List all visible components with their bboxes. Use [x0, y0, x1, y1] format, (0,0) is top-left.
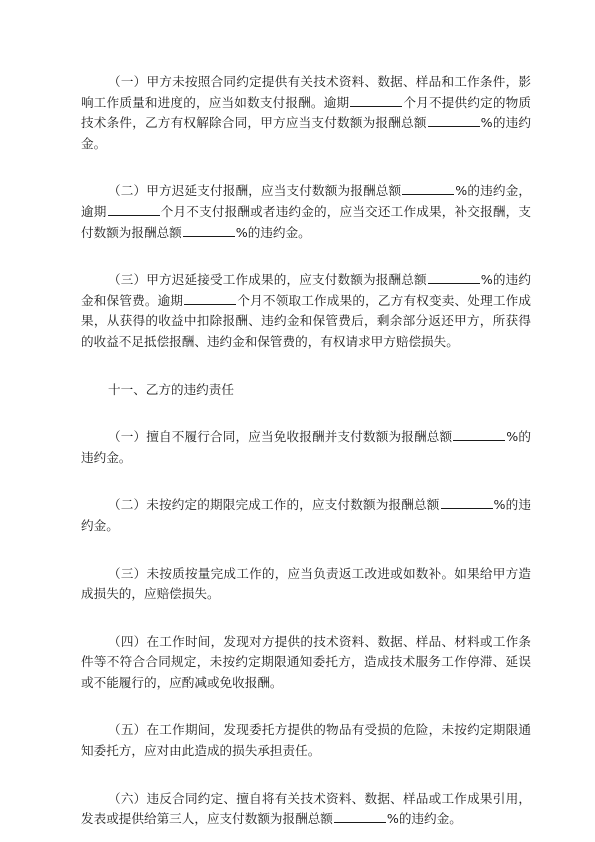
text-segment: （二）未按约定的期限完成工作的，应支付数额为报酬总额: [108, 497, 440, 513]
fill-blank[interactable]: [183, 224, 235, 237]
fill-blank[interactable]: [453, 428, 505, 441]
fill-blank[interactable]: [428, 114, 480, 127]
text-segment: %的违约金。: [235, 224, 311, 240]
text-segment: 个月不领取工作成果的，乙方有权变卖、处理工作成果，从获得的收益中扣除报酬、违约金和保管费后，剩余部分返还甲方，所获得的收益不足抵偿报酬、违约金和保管费的，有权请求甲方赔偿损失。: [81, 292, 532, 349]
text-segment: %的违约金。: [81, 429, 531, 465]
text-segment: 个月不提供约定的物质技术条件，乙方有权解除合同，甲方应当支付数额为报酬总额: [81, 94, 532, 131]
fill-blank[interactable]: [428, 271, 480, 284]
paragraph-party-a-late-payment: [81, 181, 531, 243]
paragraph-party-b-quality: [81, 564, 531, 605]
fill-blank[interactable]: [402, 182, 454, 195]
fill-blank[interactable]: [108, 203, 160, 216]
text-segment: %的违约金，逾期: [81, 183, 532, 219]
paragraph-party-a-materials: [81, 72, 531, 154]
text-segment: （一）擅自不履行合同，应当免收报酬并支付数额为报酬总额: [108, 429, 453, 445]
text-segment: %的违约金。: [386, 811, 462, 827]
paragraph-party-a-late-acceptance: [81, 270, 531, 352]
heading-text: 十一、乙方的违约责任: [108, 381, 234, 397]
text-segment: （三）甲方迟延接受工作成果的，应支付数额为报酬总额: [108, 272, 427, 288]
text-segment: （五）在工作期间，发现委托方提供的物品有受损的危险，未按约定期限通知委托方，应对由此造成的损失承担责任。: [81, 722, 531, 759]
text-segment: %的违约金和保管费。逾期: [81, 272, 532, 308]
fill-blank[interactable]: [184, 292, 236, 305]
text-segment: （四）在工作时间，发现对方提供的技术资料、数据、样品、材料或工作条件等不符合合同规定，未按约定期限通知委托方，造成技术服务工作停滞、延误或不能履行的，应酌减或免收报酬。: [81, 633, 531, 690]
text-segment: %的违约金。: [81, 497, 532, 533]
paragraph-party-b-nonperformance: [81, 427, 531, 468]
fill-blank[interactable]: [334, 810, 386, 823]
text-segment: （二）甲方迟延支付报酬，应当支付数额为报酬总额: [108, 183, 402, 199]
paragraph-party-b-notice-materials: [81, 632, 531, 694]
text-segment: %的违约金。: [81, 115, 532, 151]
text-segment: 个月不支付报酬或者违约金的，应当交还工作成果，补交报酬，支付数额为报酬总额: [81, 203, 532, 240]
text-segment: （三）未按质按量完成工作的，应当负责返工改进或如数补。如果给甲方造成损失的，应赔偿损失。: [81, 565, 531, 602]
fill-blank[interactable]: [350, 94, 402, 107]
section-heading-party-b-liability: [81, 380, 531, 401]
text-segment: （六）违反合同约定、擅自将有关技术资料、数据、样品或工作成果引用，发表或提供给第三人，应支付数额为报酬总额: [81, 790, 531, 827]
paragraph-party-b-late-completion: [81, 495, 531, 536]
text-segment: （一）甲方未按照合同约定提供有关技术资料、数据、样品和工作条件，影响工作质量和进度的，应当如数支付报酬。逾期: [81, 74, 531, 110]
paragraph-party-b-disclosure: [81, 789, 531, 830]
fill-blank[interactable]: [441, 496, 493, 509]
paragraph-party-b-notice-damage: [81, 720, 531, 761]
